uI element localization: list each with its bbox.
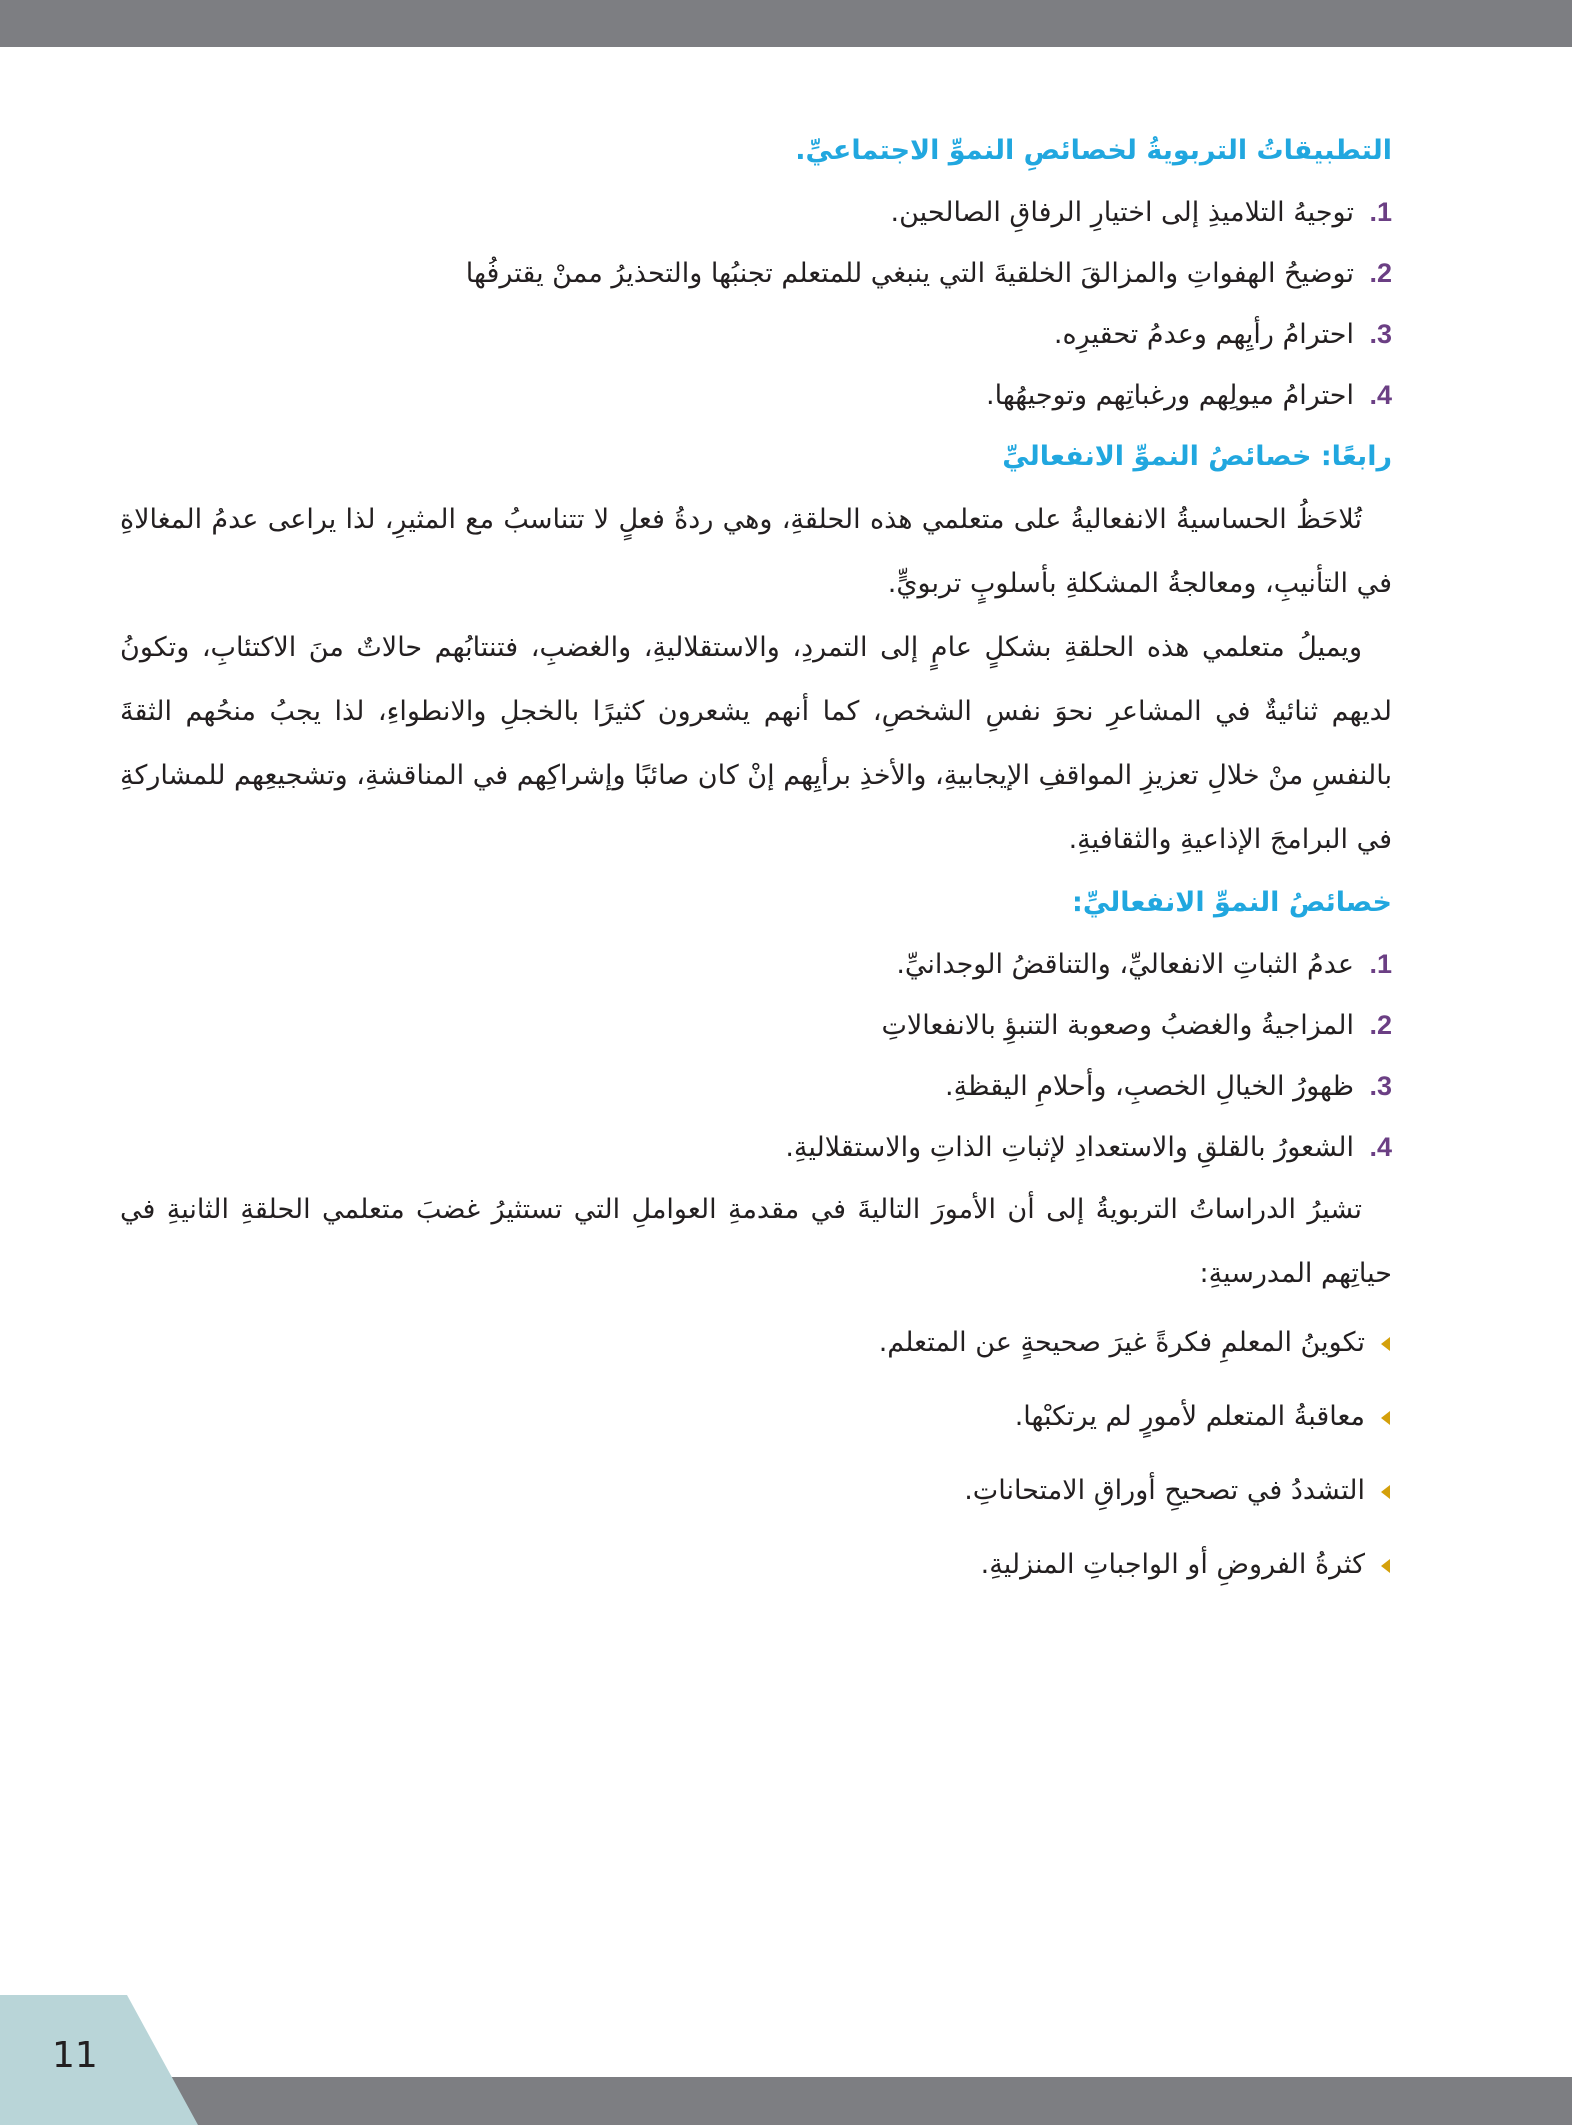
item-number: 1.	[1369, 197, 1392, 227]
list-item	[120, 934, 1392, 995]
list-item	[120, 1454, 1392, 1528]
item-text: احترامُ رأيِهم وعدمُ تحقيرِه.	[1053, 319, 1354, 350]
bullet-arrow-icon	[1381, 1559, 1390, 1573]
item-text: التشددُ في تصحيحِ أوراقِ الامتحاناتِ.	[964, 1475, 1365, 1506]
item-text: احترامُ ميولِهم ورغباتِهم وتوجيهُها.	[986, 380, 1354, 411]
list-item	[120, 1117, 1392, 1178]
item-text: معاقبةُ المتعلم لأمورٍ لم يرتكبْها.	[1014, 1401, 1365, 1432]
item-text: توضيحُ الهفواتِ والمزالقَ الخلقيةَ التي ينبغي للمتعلم تجنبُها والتحذيرُ ممنْ يقترفُها	[465, 258, 1354, 289]
item-number: 3.	[1369, 319, 1392, 349]
item-text: المزاجيةُ والغضبُ وصعوبة التنبؤِ بالانفعالاتِ	[881, 1010, 1354, 1041]
list-item	[120, 365, 1392, 426]
item-text: الشعورُ بالقلقِ والاستعدادِ لإثباتِ الذاتِ والاستقلاليةِ.	[785, 1132, 1354, 1163]
bullet-arrow-icon	[1381, 1337, 1390, 1351]
list-item	[120, 182, 1392, 243]
social-applications-list	[120, 182, 1392, 426]
bottom-bar	[0, 2077, 1572, 2125]
list-item	[120, 1380, 1392, 1454]
bullet-arrow-icon	[1381, 1485, 1390, 1499]
item-number: 2.	[1369, 1010, 1392, 1040]
social-applications-heading: التطبيقاتُ التربويةُ لخصائصِ النموِّ الاجتماعيِّ.	[795, 135, 1392, 166]
item-number: 4.	[1369, 380, 1392, 410]
page-content	[120, 120, 1392, 1602]
anger-factors-paragraph: تشيرُ الدراساتُ التربويةُ إلى أن الأمورَ التاليةَ في مقدمةِ العواملِ التي تستثيرُ غضبَ متعلمي الحلقةِ الثانيةِ في حياتِهم المدرسيةِ:	[120, 1194, 1392, 1289]
list-item	[120, 1306, 1392, 1380]
top-bar	[0, 0, 1572, 47]
emotional-paragraph-2: ويميلُ متعلمي هذه الحلقةِ بشكلٍ عامٍ إلى التمردِ، والاستقلاليةِ، والغضبِ، فتنتابُهم حالاتٌ منَ الاكتئابِ، وتكونُ لديهم ثنائيةٌ في المشاعرِ نحوَ نفسِ الشخصِ، كما أنهم يشعرون كثيرًا بالخجلِ والانطواءِ، لذا يجبُ منحُهم الثقةَ بالنفسِ منْ خلالِ تعزيزِ المواقفِ الإيجابيةِ، والأخذِ برأيِهم إنْ كان صائبًا وإشراكِهم في المناقشةِ، وتشجيعِهم للمشاركةِ في البرامجَ الإذاعيةِ والثقافيةِ.	[120, 632, 1392, 855]
item-text: كثرةُ الفروضِ أو الواجباتِ المنزليةِ.	[980, 1549, 1365, 1580]
item-number: 1.	[1369, 949, 1392, 979]
item-text: ظهورُ الخيالِ الخصبِ، وأحلامِ اليقظةِ.	[945, 1071, 1354, 1102]
item-number: 2.	[1369, 258, 1392, 288]
item-text: عدمُ الثباتِ الانفعاليِّ، والتناقضُ الوجدانيِّ.	[896, 949, 1354, 980]
item-number: 4.	[1369, 1132, 1392, 1162]
emotional-characteristics-list	[120, 934, 1392, 1178]
list-item	[120, 243, 1392, 304]
page-number: 11	[52, 2035, 98, 2076]
bullet-arrow-icon	[1381, 1411, 1390, 1425]
list-item	[120, 304, 1392, 365]
emotional-paragraph-1: تُلاحَظُ الحساسيةُ الانفعاليةُ على متعلمي هذه الحلقةِ، وهي ردةُ فعلٍ لا تتناسبُ مع المثيرِ، لذا يراعى عدمُ المغالاةِ في التأنيبِ، ومعالجةُ المشكلةِ بأسلوبٍ تربويٍّ.	[120, 504, 1392, 599]
list-item	[120, 995, 1392, 1056]
list-item	[120, 1056, 1392, 1117]
emotional-characteristics-heading: خصائصُ النموِّ الانفعاليِّ:	[1072, 887, 1392, 918]
emotional-growth-heading: رابعًا: خصائصُ النموِّ الانفعاليِّ	[1002, 441, 1392, 472]
item-text: تكوينُ المعلمِ فكرةً غيرَ صحيحةٍ عن المتعلم.	[878, 1327, 1365, 1358]
item-text: توجيهُ التلاميذِ إلى اختيارِ الرفاقِ الصالحين.	[890, 197, 1354, 228]
anger-factors-list	[120, 1306, 1392, 1602]
item-number: 3.	[1369, 1071, 1392, 1101]
list-item	[120, 1528, 1392, 1602]
